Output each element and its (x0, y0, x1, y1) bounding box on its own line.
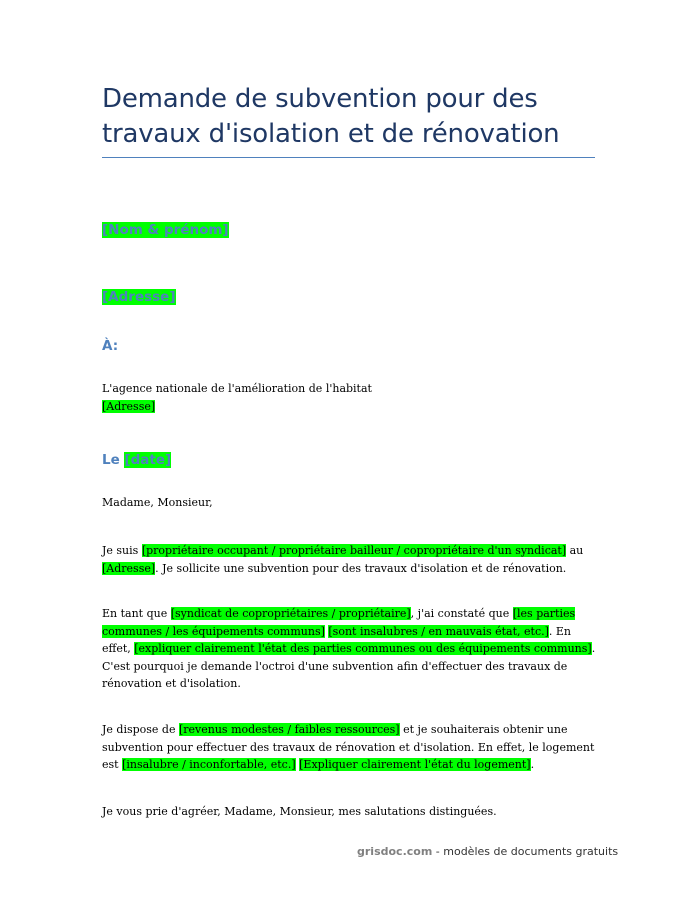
sender-name-placeholder: [Nom & prénom] (102, 222, 229, 238)
date-line (102, 452, 171, 468)
sender-address-placeholder: [Adresse] (102, 289, 176, 305)
title-line-2: travaux d'isolation et de rénovation (102, 119, 560, 149)
footer-tagline: - modèles de documents gratuits (432, 845, 619, 858)
p2-text-4: . En effet, (102, 624, 571, 655)
p2-text-2: , j'ai constaté que (410, 607, 513, 620)
salutation: Madame, Monsieur, (102, 496, 213, 509)
paragraph-1 (102, 542, 596, 577)
recipient-block (102, 380, 596, 415)
title-line-1: Demande de subvention pour des (102, 84, 538, 114)
p2-highlight-4: [expliquer clairement l'état des parties communes ou des équipements communs] (134, 642, 592, 655)
title-underline (102, 157, 595, 158)
footer (357, 845, 618, 858)
p2-highlight-2: [les parties communes / les équipements communs] (102, 607, 576, 638)
date-prefix: Le (102, 452, 120, 468)
p1-text-3: . Je sollicite une subvention pour des travaux d'isolation et de rénovation. (155, 561, 567, 575)
recipient-org: L'agence nationale de l'amélioration de l'habitat (102, 382, 372, 395)
p3-text-1: Je dispose de (102, 723, 179, 736)
p2-highlight-3: [sont insalubres / en mauvais état, etc.] (328, 624, 549, 638)
recipient-address: [Adresse] (102, 399, 156, 413)
footer-brand-link[interactable]: grisdoc.com (357, 845, 433, 858)
sender-address (102, 289, 176, 305)
date-placeholder: [date] (124, 452, 172, 468)
to-label: À: (102, 338, 119, 354)
p2-highlight-1: [syndicat de copropriétaires / propriétaire] (170, 607, 411, 620)
p1-highlight-2: [Adresse] (102, 561, 156, 575)
document-title (102, 82, 602, 152)
p1-text-2: au (566, 544, 584, 557)
closing-line: Je vous prie d'agréer, Madame, Monsieur, mes salutations distinguées. (102, 805, 497, 818)
p3-highlight-3: [Expliquer clairement l'état du logement] (299, 758, 531, 771)
p2-text-5: . C'est pourquoi je demande l'octroi d'une subvention afin d'effectuer des travaux de rénovation et d'isolation. (102, 642, 596, 690)
paragraph-2 (102, 605, 596, 693)
paragraph-3 (102, 721, 596, 774)
p3-text-2: et je souhaiterais obtenir une subvention pour effectuer des travaux de rénovation et d'isolation. En effet, le logement est (102, 723, 595, 771)
p2-text-1: En tant que (102, 607, 171, 620)
sender-name (102, 222, 229, 238)
p3-text-4: . (530, 758, 535, 771)
p1-text-1: Je suis (102, 544, 142, 557)
p1-highlight-1: [propriétaire occupant / propriétaire bailleur / copropriétaire d'un syndicat] (141, 544, 567, 557)
p3-highlight-1: [revenus modestes / faibles ressources] (178, 723, 400, 736)
p3-highlight-2: [insalubre / inconfortable, etc.] (122, 758, 296, 771)
